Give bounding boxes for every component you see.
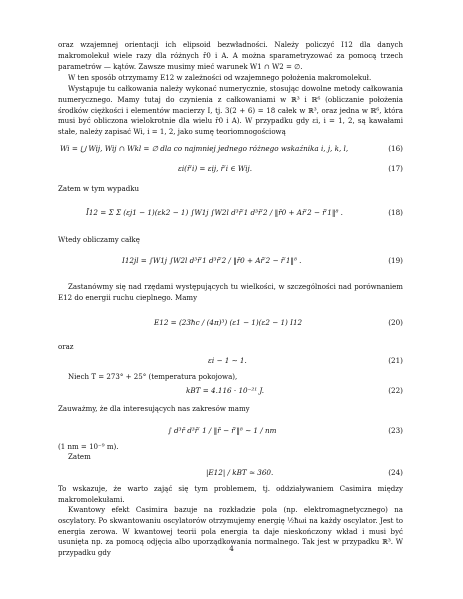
equation-18-body: Ī12 = Σ Σ (εj1 − 1)(εk2 − 1) ∫W1j ∫W2l d³r̄′1 d³r̄′2 / ‖r̄0 + Ar̄′2 − r̄′1‖⁸ . bbox=[86, 208, 343, 217]
paragraph-temperature: Niech T = 273° + 25° (temperatura pokojowa), bbox=[68, 372, 238, 381]
equation-23-number: (23) bbox=[388, 426, 403, 435]
equation-23 bbox=[58, 424, 403, 438]
equation-19-body: I12jl = ∫W1j ∫W2l d³r̄′1 d³r̄′2 / ‖r̄0 + Ar̄′2 − r̄′1‖⁸ . bbox=[122, 256, 302, 265]
equation-21 bbox=[58, 354, 403, 368]
paragraph-orientation: oraz wzajemnej orientacji ich elipsoid bezwładności. Należy policzyć I12 dla danych makromolekuł wiele razy dla różnych r̄0 i A. A można sparametryzować za pomocą trzech parametrów — kątów. Zawsze musimy mieć warunek W1 ∩ W2 = ∅. bbox=[58, 40, 403, 71]
equation-23-body: ∫ d³r̄ d³r̄′ 1 / ‖r̄ − r̄′‖⁸ ∼ 1 / nm bbox=[168, 426, 277, 435]
paragraph-compute-integral: Wtedy obliczamy całkę bbox=[58, 235, 140, 244]
equation-16 bbox=[58, 142, 403, 156]
equation-20-number: (20) bbox=[388, 318, 403, 327]
equation-17-number: (17) bbox=[388, 164, 403, 173]
paragraph-e12: W ten sposób otrzymamy E12 w zależności od wzajemnego położenia makromolekuł. bbox=[68, 73, 372, 82]
equation-17-body: εi(r̄′i) = εij, r̄′i ∈ Wij. bbox=[178, 164, 253, 173]
equation-16-number: (16) bbox=[388, 144, 403, 153]
paragraph-casimir-conclusion: To wskazuje, że warto zająć się tym problemem, tj. oddziaływaniem Casimira między makromolekułami. bbox=[58, 484, 403, 504]
equation-18-number: (18) bbox=[388, 208, 403, 217]
equation-17 bbox=[58, 162, 403, 176]
paragraph-ranges: Zauważmy, że dla interesujących nas zakresów mamy bbox=[58, 404, 250, 413]
equation-16-body: Wi = ⋃ Wij, Wij ∩ Wkl = ∅ dla co najmniej jednego różnego wskaźnika i, j, k, l, bbox=[60, 144, 349, 153]
equation-20 bbox=[58, 316, 403, 330]
paragraph-and: oraz bbox=[58, 342, 74, 351]
equation-19-number: (19) bbox=[388, 256, 403, 265]
paragraph-numerical-integration: Wystąpuje tu całkowania należy wykonać numerycznie, stosując dowolne metody całkowania numerycznego. Mamy tutaj do czynienia z całkowaniami w ℝ³ i ℝ⁶ (obliczanie położenia środków ciężkości i elementów macierzy I, tj. 3(2 + 6) = 18 całek w ℝ³, oraz jedna w ℝ⁶, która musi być obliczona wielokrotnie dla wielu r̄0 i A). W przypadku gdy εi, i = 1, 2, są kawałami stałe, należy zapisać Wi, i = 1, 2, jako sumę teoriomnogościową bbox=[58, 84, 403, 137]
equation-22-number: (22) bbox=[388, 386, 403, 395]
paragraph-nm-definition: (1 nm = 10⁻⁹ m). bbox=[58, 442, 119, 451]
equation-21-number: (21) bbox=[388, 356, 403, 365]
paragraph-orders-of-magnitude: Zastanówmy się nad rzędami występujących tu wielkości, w szczególności nad porównaniem E12 do energii ruchu cieplnego. Mamy bbox=[58, 282, 403, 302]
equation-22-body: kBT = 4.116 · 10⁻²¹ J. bbox=[186, 386, 265, 395]
equation-20-body: E12 = (23ħc / (4π)³) (ε1 − 1)(ε2 − 1) I12 bbox=[154, 318, 303, 327]
equation-21-body: εi − 1 ∼ 1. bbox=[208, 356, 247, 365]
paragraph-in-this-case: Zatem w tym wypadku bbox=[58, 184, 140, 193]
paragraph-casimir-effect: Kwantowy efekt Casimira bazuje na rozkładzie pola (np. elektromagnetycznego) na oscylatory. Po skwantowaniu oscylatorów otrzymujemy energię ½ħωi na każdy oscylator. Jest to energia zerowa. W kwantowej teorii pola energia ta daje nieskończony wkład i musi być usunięta np. za pomocą odjęcia albo uporządkowania normalnego. Tak jest w przypadku ℝ³. W przypadku gdy bbox=[58, 505, 403, 558]
paragraph-thus: Zatem bbox=[68, 452, 91, 461]
page-number: 4 bbox=[229, 544, 234, 553]
equation-24-body: |E12| / kBT ≃ 360. bbox=[206, 468, 274, 477]
equation-22 bbox=[58, 384, 403, 398]
equation-19 bbox=[58, 254, 403, 268]
equation-18 bbox=[58, 206, 403, 220]
equation-24-number: (24) bbox=[388, 468, 403, 477]
equation-24 bbox=[58, 466, 403, 480]
